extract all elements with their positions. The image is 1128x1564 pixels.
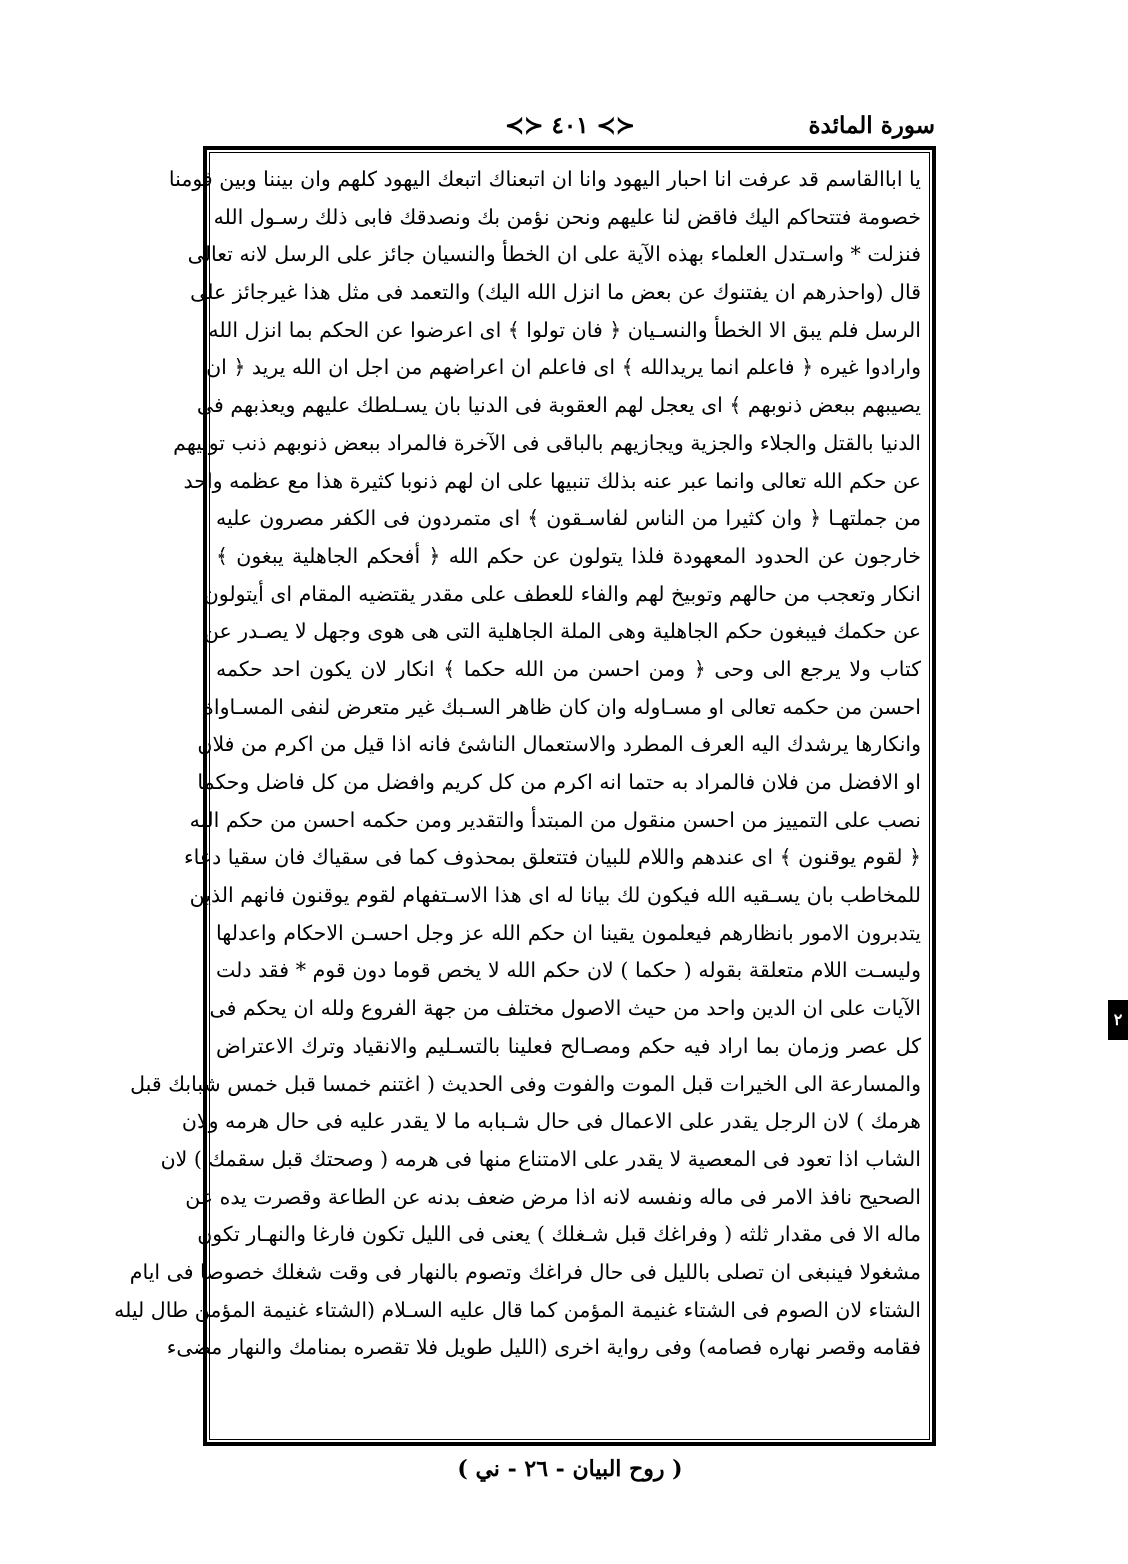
text-line: عن حكمك فيبغون حكم الجاهلية وهى الملة الجاهلية التى هى هوى وجهل لا يصـدر عن [203,619,921,644]
text-line: مشغولا فينبغى ان تصلى بالليل فى حال فراغك وتصوم بالنهار فى وقت شغلك خصوصا فى ايام [129,1259,921,1284]
text-line: احسن من حكمه تعالى او مسـاوله وان كان ظاهر السـبك غير متعرض لنفى المسـاواة [203,694,921,719]
text-line: للمخاطب بان يسـقيه الله فيكون لك بيانا له اى هذا الاسـتفهام لقوم يوقنون فانهم الذين [189,883,921,908]
text-line: كتاب ولا يرجع الى وحى ﴿ ومن احسن من الله حكما ﴾ انكار لان يكون احد حكمه [216,656,921,681]
body-text [114,152,930,1440]
text-line: خارجون عن الحدود المعهودة فلذا يتولون عن حكم الله ﴿ أفحكم الجاهلية يبغون ﴾ [216,543,921,568]
text-line: يتدبرون الامور بانظارهم فيعلمون يقينا ان حكم الله عز وجل احسـن الاحكام واعدلها [216,920,921,945]
text-line: من جملتهـا ﴿ وان كثيرا من الناس لفاسـقون ﴾ اى متمردون فى الكفر مصرون عليه [216,506,921,531]
text-line: الرسل فلم يبق الا الخطأ والنسـيان ﴿ فان تولوا ﴾ اى اعرضوا عن الحكم بما انزل الله [208,317,921,342]
text-line: الشاب اذا تعود فى المعصية لا يقدر على الامتناع منها فى هرمه ( وصحتك قبل سقمك ) لان [160,1146,921,1171]
text-line: الصحيح نافذ الامر فى ماله ونفسه لانه اذا مرض ضعف بدنه عن الطاعة وقصرت يده عن [185,1184,921,1209]
text-frame [114,146,936,1446]
text-line: يا اباالقاسم قد عرفت انا احبار اليهود وانا ان اتبعناك اتبعك اليهود كلهم وان بيننا وبين قومنا [168,167,921,191]
side-tab-marker: ٢ [1108,1000,1128,1040]
text-line: وليسـت اللام متعلقة بقوله ( حكما ) لان حكم الله لا يخص قوما دون قوم * فقد دلت [216,958,921,983]
footer-reference: ( روح البيان - ٢٦ - ني ) [457,1456,683,1482]
text-line: ماله الا فى مقدار ثلثه ( وفراغك قبل شـغلك ) يعنى فى الليل تكون فارغا والنهـار تكون [197,1222,921,1247]
text-line: كل عصر وزمان بما اراد فيه حكم ومصـالح فعلينا بالتسـليم والانقياد وترك الاعتراض [216,1033,921,1058]
text-line: خصومة فتتحاكم اليك فاقض لنا عليهم ونحن نؤمن بك ونصدقك فابى ذلك رسـول الله [213,204,921,229]
text-line: نصب على التمييز من احسن منقول من المبتدأ والتقدير ومن حكمه احسن من حكم الله [189,807,921,832]
text-line: وانكارها يرشدك اليه العرف المطرد والاستعمال الناشئ فانه اذا قيل من اكرم من فلان [197,732,921,757]
text-line: ﴿ لقوم يوقنون ﴾ اى عندهم واللام للبيان فتتعلق بمحذوف كما فى سقياك فان سقيا دعاء [183,845,921,870]
text-line: او الافضل من فلان فالمراد به حتما انه اكرم من كل كريم وافضل من كل فاضل وحكما [197,770,921,794]
surah-title: سورة المائدة [808,112,935,139]
text-line: الدنيا بالقتل والجلاء والجزية ويجازيهم بالباقى فى الآخرة فالمراد ببعض ذنوبهم ذنب توليهم [173,430,921,455]
text-line: الشتاء لان الصوم فى الشتاء غنيمة المؤمن كما قال عليه السـلام (الشتاء غنيمة المؤمن طال ليله [114,1297,921,1322]
text-line: فنزلت * واسـتدل العلماء بهذه الآية على ان الخطأ والنسيان جائز على الرسل لانه تعالى [187,242,921,267]
text-line: هرمك ) لان الرجل يقدر على الاعمال فى حال شـبابه ما لا يقدر عليه فى حال هرمه ولان [181,1109,921,1134]
text-line: الآيات على ان الدين واحد من حيث الاصول مختلف من جهة الفروع ولله ان يحكم فى [209,996,921,1021]
text-line: قال (واحذرهم ان يفتنوك عن بعض ما انزل الله اليك) والتعمد فى مثل هذا غيرجائز على [190,280,921,305]
text-line: فقامه وقصر نهاره فصامه) وفى رواية اخرى (الليل طويل فلا تقصره بمنامك والنهار مضىء [166,1335,921,1360]
text-line: والمسارعة الى الخيرات قبل الموت والفوت وفى الحديث ( اغتنم خمسا قبل خمس شبابك قبل [130,1071,921,1096]
text-line: انكار وتعجب من حالهم وتوبيخ لهم والفاء للعطف على مقدر يقتضيه المقام اى أيتولون [203,581,921,606]
page-header [205,112,935,148]
page-number: ≺≻ ٤٠١ ≺≻ [504,112,636,139]
text-line: وارادوا غيره ﴿ فاعلم انما يريدالله ﴾ اى فاعلم ان اعراضهم من اجل ان الله يريد ﴿ ان [206,355,921,380]
text-line: عن حكم الله تعالى وانما عبر عنه بذلك تنبيها على ان لهم ذنوبا كثيرة هذا مع عظمه واحد [183,468,921,493]
text-line: يصيبهم ببعض ذنوبهم ﴾ اى يعجل لهم العقوبة فى الدنيا بان يسـلطك عليهم ويعذبهم فى [196,393,921,418]
